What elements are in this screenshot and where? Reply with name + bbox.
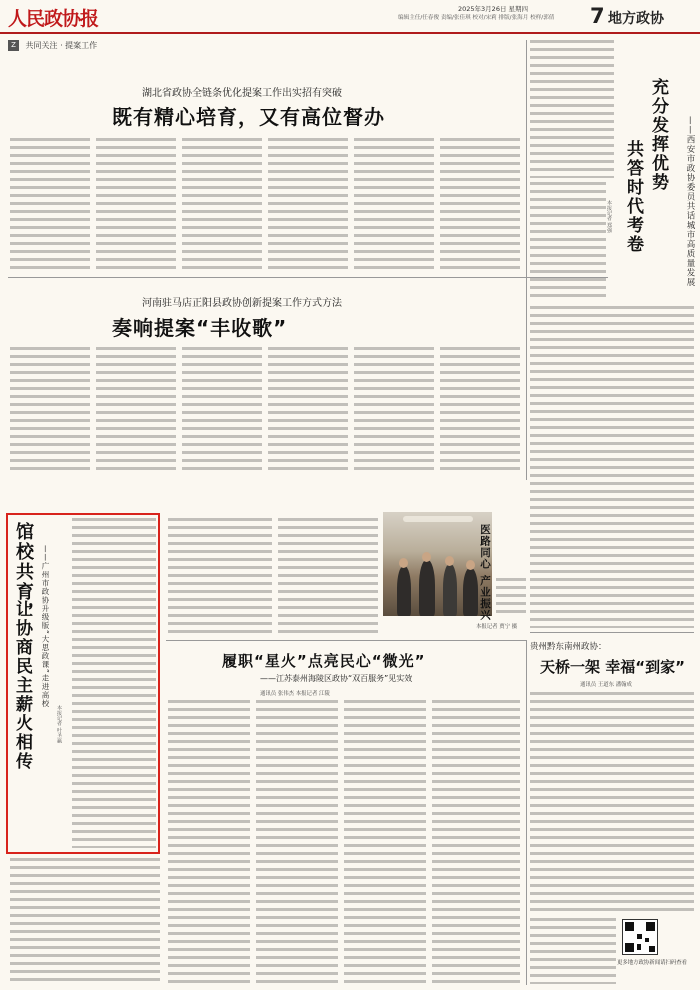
xian-intro: [530, 40, 614, 178]
xian-subhead: ——西安市政协委员共话城市高质量发展: [685, 116, 695, 287]
divider: [526, 40, 527, 480]
henan-headline: 奏响提案“丰收歌”: [112, 316, 288, 340]
taizhou-body-col-2: [256, 700, 338, 984]
column-band: [8, 40, 360, 54]
hubei-headline: 既有精心培育，又有高位督办: [112, 105, 385, 129]
xian-body-col-b: [530, 306, 694, 628]
taizhou-subhead: ——江苏泰州海陵区政协“双百服务”见实效: [260, 674, 413, 683]
hubei-body-col-5: [354, 138, 434, 270]
hubei-body-col-3: [182, 138, 262, 270]
divider: [166, 640, 526, 641]
xian-byline: 本报记者 郑强: [606, 200, 612, 233]
person-head-icon: [399, 558, 408, 568]
qr-caption: 更多地方政协新闻请扫码查看: [616, 960, 688, 966]
center-body-col-2: [278, 518, 378, 638]
henan-body-col-2: [96, 347, 176, 475]
henan-body-col-4: [268, 347, 348, 475]
hubei-body-col-6: [440, 138, 520, 270]
photo-caption-title: 医路同心 产业振兴: [479, 524, 491, 621]
henan-body-col-5: [354, 347, 434, 475]
column-label: 共同关注 · 提案工作: [25, 41, 98, 50]
page-number: 7: [590, 4, 605, 28]
person-figure-icon: [419, 560, 435, 616]
guizhou-body: [530, 692, 694, 914]
person-figure-icon: [443, 564, 457, 616]
photo-credit: 本报记者 贾宁 摄: [476, 624, 518, 630]
person-head-icon: [466, 560, 475, 570]
photo-caption-body: [496, 578, 526, 618]
guizhou-headline: 天桥一架 幸福“到家”: [540, 658, 685, 676]
divider: [530, 632, 694, 633]
section-title: 地方政协: [608, 11, 664, 27]
hubei-body-col-4: [268, 138, 348, 270]
guangzhou-subhead: ——广州市政协升级版“大思政课”走进高校: [41, 545, 50, 708]
guizhou-body-tail: [530, 918, 616, 984]
guangzhou-headline-line-1: 馆校共育，: [13, 522, 34, 622]
guizhou-kicker: 贵州黔东南州政协：: [530, 642, 607, 652]
henan-body-col-6: [440, 347, 520, 475]
henan-body-col-1: [10, 347, 90, 475]
hubei-body-col-2: [96, 138, 176, 270]
guangzhou-byline: 本报记者 叶圣赢: [56, 705, 62, 744]
taizhou-byline: 通讯员 张伟杰 本报记者 江陵: [260, 691, 330, 697]
taizhou-body-col-1: [168, 700, 250, 984]
person-figure-icon: [397, 566, 411, 616]
hubei-body-col-1: [10, 138, 90, 270]
divider: [526, 640, 527, 985]
henan-body-col-3: [182, 347, 262, 475]
masthead: [0, 0, 700, 34]
editor-credits: 编辑主任/任春俊 责编/张佳琪 校对/宋莉 排版/张海月 校样/郭倩: [398, 15, 555, 21]
xian-headline-line-2: 共答时代考卷: [623, 140, 643, 254]
henan-kicker: 河南驻马店正阳县政协创新提案工作方式方法: [142, 298, 342, 309]
xian-headline-line-1: 充分发挥优势: [648, 78, 668, 192]
person-head-icon: [445, 556, 454, 566]
news-photo: [383, 512, 492, 616]
guangzhou-body-col-b: [10, 858, 160, 984]
ceiling-light-icon: [403, 516, 473, 522]
taizhou-body-col-4: [432, 700, 520, 984]
center-body-col-1: [168, 518, 272, 638]
guizhou-byline: 通讯员 王道东 潘翰成: [580, 682, 632, 688]
taizhou-body-col-3: [344, 700, 426, 984]
xian-body-col-a: [530, 182, 606, 302]
taizhou-headline: 履职“星火”点亮民心“微光”: [222, 652, 426, 670]
guangzhou-body-col-a: [72, 518, 156, 848]
qr-code-icon[interactable]: [622, 919, 658, 955]
person-figure-icon: [463, 568, 478, 616]
newspaper-logo: 人民政协报: [8, 8, 99, 30]
hubei-kicker: 湖北省政协全链条优化提案工作出实招有突破: [142, 88, 342, 99]
column-tag-icon: Z: [8, 40, 19, 51]
person-head-icon: [422, 552, 431, 562]
guangzhou-headline-line-2: 让协商民主薪火相传: [12, 600, 32, 771]
issue-date: 2025年3月26日 星期四: [458, 5, 529, 13]
divider: [8, 277, 608, 278]
